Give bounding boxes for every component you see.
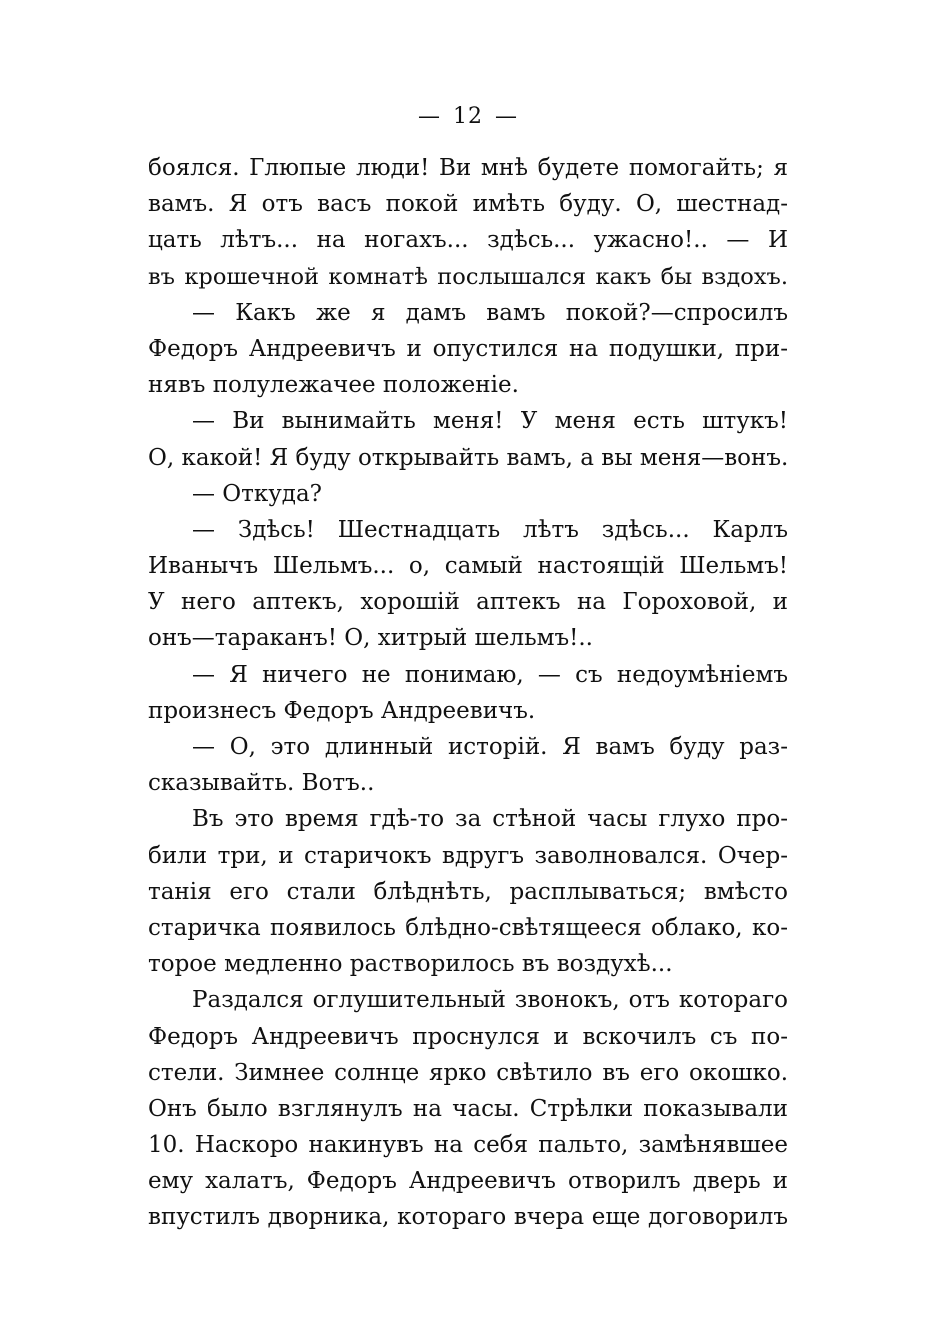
text-line: Федоръ Андреевичъ и опустился на подушки, при- bbox=[148, 335, 788, 362]
text-line: ему халатъ, Федоръ Андреевичъ отворилъ дверь и bbox=[148, 1168, 788, 1195]
text-line: стели. Зимнее солнце ярко свѣтило въ его окошко. bbox=[148, 1059, 788, 1086]
text-line: танія его стали блѣднѣть, расплываться; вмѣсто bbox=[148, 878, 788, 905]
text-line: въ крошечной комнатѣ послышался какъ бы вздохъ. bbox=[148, 263, 788, 290]
text-line: Въ это время гдѣ-то за стѣной часы глухо про- bbox=[192, 806, 788, 833]
text-line: — О, это длинный исторій. Я вамъ буду раз- bbox=[192, 734, 788, 760]
page-number bbox=[0, 104, 936, 129]
text-line: — Здѣсь! Шестнадцать лѣтъ здѣсь... Карлъ bbox=[192, 516, 788, 543]
text-line: старичка появилось блѣдно-свѣтящееся облако, ко- bbox=[148, 914, 788, 941]
text-line: Онъ было взглянулъ на часы. Стрѣлки показывали bbox=[148, 1095, 788, 1122]
text-line: нявъ полулежачее положеніе. bbox=[148, 372, 519, 399]
page-number-dash-left: — bbox=[418, 104, 441, 129]
text-line: Раздался оглушительный звонокъ, отъ котораго bbox=[192, 987, 788, 1014]
text-line: цать лѣтъ... на ногахъ... здѣсь... ужасно!.. — И bbox=[148, 227, 788, 254]
page-number-dash-right: — bbox=[495, 104, 518, 129]
text-line: 10. Наскоро накинувъ на себя пальто, замѣнявшее bbox=[148, 1132, 788, 1159]
body-text bbox=[148, 150, 788, 1236]
text-line: У него аптекъ, хорошій аптекъ на Гороховой, и bbox=[148, 589, 788, 616]
text-line: — Я ничего не понимаю, — съ недоумѣніемъ bbox=[192, 661, 788, 688]
text-line: вамъ. Я отъ васъ покой имѣть буду. О, шестнад- bbox=[148, 191, 788, 218]
text-line: Иванычъ Шельмъ... о, самый настоящій Шельмъ! bbox=[148, 553, 788, 580]
text-line: — Откуда? bbox=[192, 480, 323, 507]
text-line: произнесъ Федоръ Андреевичъ. bbox=[148, 697, 536, 724]
text-line: сказывайть. Вотъ.. bbox=[148, 770, 375, 797]
text-line: торое медленно растворилось въ воздухѣ... bbox=[148, 951, 673, 978]
text-line: боялся. Глюпые люди! Ви мнѣ будете помогайть; я bbox=[148, 155, 788, 181]
text-line: — Ви вынимайть меня! У меня есть штукъ! bbox=[192, 408, 788, 435]
text-line: впустилъ дворника, котораго вчера еще договорилъ bbox=[148, 1204, 788, 1231]
text-line: Федоръ Андреевичъ проснулся и вскочилъ съ по- bbox=[148, 1023, 788, 1050]
text-line: — Какъ же я дамъ вамъ покой?—спросилъ bbox=[192, 299, 788, 326]
page-number-value: 12 bbox=[453, 104, 483, 129]
text-line: били три, и старичокъ вдругъ заволновался. Очер- bbox=[148, 842, 788, 869]
text-line: онъ—тараканъ! О, хитрый шельмъ!.. bbox=[148, 625, 593, 652]
text-line: О, какой! Я буду открывайть вамъ, а вы меня—вонъ. bbox=[148, 444, 788, 471]
